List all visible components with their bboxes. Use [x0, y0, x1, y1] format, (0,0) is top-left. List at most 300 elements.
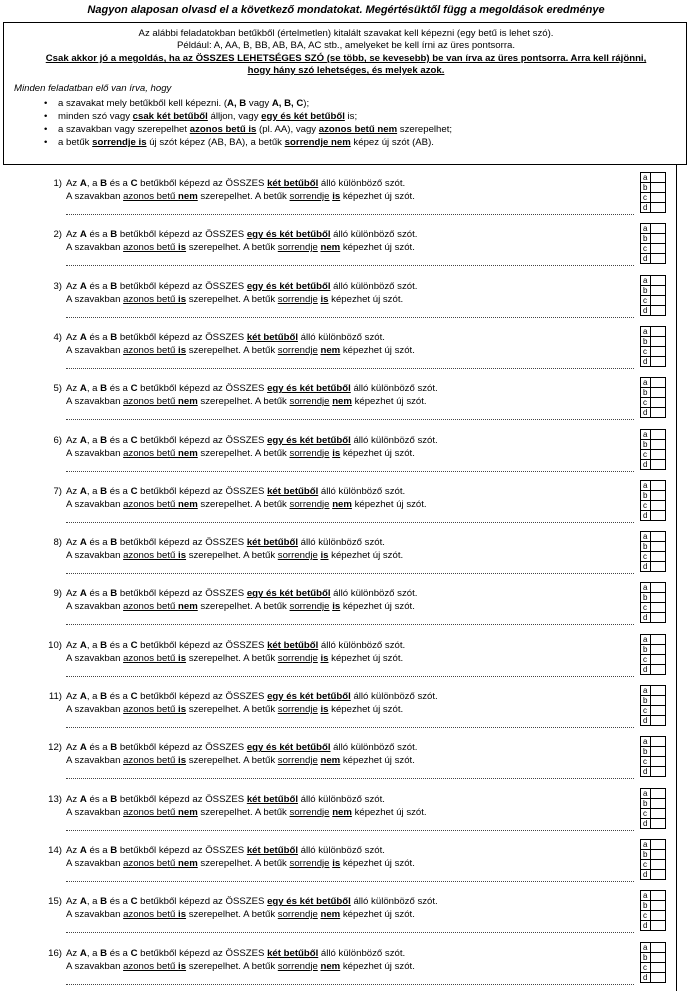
text-szerepelhet: szerepelhet. A betűk — [197, 396, 290, 408]
order-rule: sorrendje — [277, 550, 318, 562]
text-kepezhet: képezhet új szót. — [351, 396, 427, 408]
choice-cell[interactable]: d — [641, 767, 665, 777]
choice-cell[interactable]: b — [641, 799, 665, 809]
choice-cell[interactable]: a — [641, 276, 665, 286]
answer-dotted-line[interactable] — [66, 778, 634, 779]
text-es-a: és a — [107, 691, 131, 702]
text-kepezhet: képezhet új szót. — [340, 909, 415, 921]
letter-a: A — [79, 793, 87, 805]
text-allo: álló különböző szót. — [330, 229, 418, 241]
same-letter-flag: nem — [178, 191, 198, 202]
same-letter-flag: is — [178, 960, 187, 972]
word-length-rule: egy és két betűből — [246, 280, 331, 292]
choice-cell[interactable]: d — [641, 870, 665, 880]
same-letter-flag: is — [178, 242, 187, 254]
text-szavakban: A szavakban — [66, 498, 124, 510]
task-item — [0, 788, 692, 845]
choice-cell[interactable]: b — [641, 337, 665, 347]
answer-dotted-line[interactable] — [66, 214, 634, 215]
task-line-2 — [66, 448, 415, 460]
word-length-rule: két betűből — [246, 844, 298, 856]
letter-c: C — [130, 896, 138, 908]
answer-choice-grid — [640, 685, 666, 726]
choice-cell[interactable]: b — [641, 286, 665, 296]
choice-cell[interactable]: a — [641, 943, 665, 953]
text-szerepelhet: szerepelhet. A betűk — [186, 550, 278, 562]
text-comma-a: , a — [86, 639, 101, 651]
word-length-rule: két betűből — [267, 485, 319, 497]
choice-cell[interactable]: b — [641, 953, 665, 963]
text-betukbol: betűkből képezd az ÖSSZES — [137, 691, 268, 702]
text-kepezhet: képezhet új szót. — [351, 498, 427, 510]
answer-dotted-line[interactable] — [66, 419, 634, 420]
task-line-1 — [66, 332, 385, 344]
text-az: Az — [66, 588, 80, 600]
text-betukbol: betűkből képezd az ÖSSZES — [117, 331, 247, 343]
choice-cell[interactable]: b — [641, 747, 665, 757]
text-az: Az — [66, 485, 80, 497]
answer-choice-grid — [640, 634, 666, 675]
same-letter-rule: azonos betű — [123, 396, 179, 408]
answer-dotted-line[interactable] — [66, 471, 634, 472]
order-flag: nem — [332, 396, 352, 408]
text-szerepelhet: szerepelhet. A betűk — [186, 293, 278, 305]
choice-cell[interactable]: d — [641, 562, 665, 572]
word-length-rule: egy és két betűből — [267, 434, 351, 446]
text-kepezhet: képezhet új szót. — [328, 550, 404, 562]
letter-c: C — [130, 434, 138, 446]
answer-choice-grid — [640, 582, 666, 623]
text-comma-a: , a — [86, 691, 101, 702]
task-number: 14) — [48, 844, 62, 856]
letter-b: B — [100, 178, 108, 189]
text-az: Az — [66, 691, 80, 702]
order-rule: sorrendje — [289, 498, 330, 510]
text-allo: álló különböző szót. — [318, 639, 406, 651]
same-letter-flag: is — [178, 293, 187, 305]
text-es-a: és a — [107, 639, 131, 651]
choice-cell[interactable]: b — [641, 593, 665, 603]
choice-cell[interactable]: a — [641, 583, 665, 593]
task-item — [0, 275, 692, 332]
choice-cell[interactable]: b — [641, 850, 665, 860]
task-line-2 — [66, 755, 415, 767]
task-line-2 — [66, 807, 427, 819]
letter-c: C — [130, 178, 138, 189]
choice-cell[interactable]: a — [641, 224, 665, 234]
order-rule: sorrendje — [277, 704, 318, 715]
text-kepezhet: képezhet új szót. — [328, 293, 404, 305]
text-kepezhet: képezhet új szót. — [340, 242, 415, 254]
task-line-1 — [66, 896, 438, 908]
word-length-rule: egy és két betűből — [267, 691, 351, 702]
text-szavakban: A szavakban — [66, 909, 124, 921]
answer-dotted-line[interactable] — [66, 676, 634, 677]
word-length-rule: egy és két betűből — [267, 896, 351, 908]
choice-cell[interactable]: d — [641, 203, 665, 213]
choice-cell[interactable]: c — [641, 501, 665, 511]
task-number: 4) — [53, 331, 62, 343]
text-az: Az — [66, 793, 80, 805]
text-allo: álló különböző szót. — [350, 896, 438, 908]
letter-c: C — [130, 485, 138, 497]
task-line-2 — [66, 909, 415, 921]
letter-a: A — [79, 383, 87, 395]
letter-a: A — [79, 742, 87, 754]
choice-cell[interactable]: a — [641, 327, 665, 337]
text-es-a: és a — [86, 742, 111, 754]
order-rule: sorrendje — [289, 857, 330, 869]
choice-cell[interactable]: a — [641, 840, 665, 850]
task-line-2 — [66, 653, 403, 665]
same-letter-rule: azonos betű — [123, 755, 179, 767]
task-number: 7) — [53, 485, 62, 497]
task-number: 13) — [48, 793, 62, 805]
choice-cell[interactable]: c — [641, 860, 665, 870]
choice-cell[interactable]: d — [641, 357, 665, 367]
choice-cell[interactable]: c — [641, 244, 665, 254]
choice-cell[interactable]: d — [641, 306, 665, 316]
task-line-2 — [66, 242, 415, 254]
task-item — [0, 224, 692, 280]
text-es-a: és a — [86, 588, 111, 600]
text-betukbol: betűkből képezd az ÖSSZES — [117, 537, 247, 549]
choice-cell[interactable]: d — [641, 716, 665, 726]
word-length-rule: egy és két betűből — [246, 229, 331, 241]
choice-cell[interactable]: d — [641, 511, 665, 521]
text-allo: álló különböző szót. — [297, 844, 385, 856]
choice-cell[interactable]: c — [641, 347, 665, 357]
answer-choice-grid — [640, 839, 666, 880]
rule-item: • a szavakat mely betűkből kell képezni. (A, B vagy A, B, C); — [44, 97, 452, 110]
text-szerepelhet: szerepelhet. A betűk — [186, 960, 278, 972]
choice-cell[interactable]: c — [641, 809, 665, 819]
task-number: 8) — [53, 537, 62, 549]
task-item — [0, 634, 692, 691]
text-allo: álló különböző szót. — [350, 434, 438, 446]
answer-choice-grid — [640, 890, 666, 931]
letter-c: C — [130, 639, 138, 651]
text-es-a: és a — [86, 537, 111, 549]
same-letter-flag: is — [178, 550, 187, 562]
order-flag: is — [320, 550, 329, 562]
choice-cell[interactable]: b — [641, 183, 665, 193]
text-allo: álló különböző szót. — [330, 742, 418, 754]
answer-choice-grid — [640, 429, 666, 470]
text-betukbol: betűkből képezd az ÖSSZES — [137, 639, 268, 651]
choice-cell[interactable]: d — [641, 973, 665, 983]
task-line-1 — [66, 383, 438, 395]
order-flag: nem — [320, 242, 341, 254]
rules-note: Minden feladatban elő van írva, hogy — [14, 83, 172, 94]
text-szavakban: A szavakban — [66, 293, 124, 305]
word-length-rule: két betűből — [246, 793, 298, 805]
order-rule: sorrendje — [289, 447, 330, 459]
choice-cell[interactable]: d — [641, 460, 665, 470]
order-rule: sorrendje — [289, 396, 330, 408]
same-letter-rule: azonos betű — [123, 960, 179, 972]
text-az: Az — [66, 434, 80, 446]
order-rule: sorrendje — [277, 344, 318, 356]
same-letter-rule: azonos betű — [123, 652, 179, 664]
text-az: Az — [66, 947, 80, 959]
text-kepezhet: képezhet új szót. — [340, 755, 415, 767]
order-flag: nem — [332, 806, 352, 818]
task-line-2 — [66, 704, 403, 716]
choice-cell[interactable]: b — [641, 491, 665, 501]
text-kepezhet: képezhet új szót. — [328, 704, 404, 715]
answer-choice-grid — [640, 531, 666, 572]
choice-cell[interactable]: d — [641, 665, 665, 675]
task-item — [0, 480, 692, 537]
text-comma-a: , a — [86, 485, 101, 497]
task-line-1 — [66, 742, 417, 754]
task-item — [0, 686, 692, 742]
text-az: Az — [66, 639, 80, 651]
letter-b: B — [110, 793, 118, 805]
choice-cell[interactable]: b — [641, 440, 665, 450]
same-letter-rule: azonos betű — [123, 909, 179, 921]
letter-c: C — [130, 691, 138, 702]
task-number: 12) — [48, 742, 62, 754]
text-szavakban: A szavakban — [66, 550, 124, 562]
choice-cell[interactable]: a — [641, 635, 665, 645]
text-comma-a: , a — [86, 947, 101, 959]
text-szavakban: A szavakban — [66, 652, 124, 664]
choice-cell[interactable]: c — [641, 450, 665, 460]
text-betukbol: betűkből képezd az ÖSSZES — [137, 485, 268, 497]
text-az: Az — [66, 896, 80, 908]
word-length-rule: két betűből — [267, 639, 319, 651]
order-flag: nem — [332, 498, 352, 510]
text-betukbol: betűkből képezd az ÖSSZES — [137, 383, 268, 395]
text-szavakban: A szavakban — [66, 960, 124, 972]
same-letter-flag: is — [178, 704, 187, 715]
order-rule: sorrendje — [277, 293, 318, 305]
same-letter-rule: azonos betű — [123, 447, 179, 459]
text-az: Az — [66, 280, 80, 292]
text-es-a: és a — [107, 434, 131, 446]
letter-b: B — [110, 229, 118, 241]
choice-cell[interactable]: b — [641, 388, 665, 398]
text-es-a: és a — [107, 947, 131, 959]
letter-b: B — [100, 485, 108, 497]
choice-cell[interactable]: c — [641, 398, 665, 408]
choice-cell[interactable]: d — [641, 613, 665, 623]
text-allo: álló különböző szót. — [297, 793, 385, 805]
same-letter-flag: nem — [178, 601, 198, 613]
answer-choice-grid — [640, 788, 666, 829]
order-rule: sorrendje — [277, 652, 318, 664]
same-letter-flag: nem — [178, 857, 198, 869]
letter-b: B — [100, 896, 108, 908]
choice-cell[interactable]: b — [641, 901, 665, 911]
task-line-2 — [66, 961, 415, 973]
task-item — [0, 583, 692, 639]
warning-line-1: Csak akkor jó a megoldás, ha az ÖSSZES LEHETSÉGES SZÓ (se több, se kevesebb) be van írva az üres pontsorra. Arra kell rájönni, — [45, 53, 647, 64]
choice-cell[interactable]: a — [641, 430, 665, 440]
same-letter-rule: azonos betű — [123, 498, 179, 510]
task-line-1 — [66, 281, 417, 293]
task-line-1 — [66, 640, 405, 652]
word-length-rule: egy és két betűből — [267, 383, 351, 395]
choice-cell[interactable]: a — [641, 686, 665, 696]
choice-cell[interactable]: b — [641, 542, 665, 552]
answer-choice-grid — [640, 942, 666, 983]
choice-cell[interactable]: d — [641, 921, 665, 931]
letter-c: C — [130, 947, 138, 959]
same-letter-flag: nem — [178, 396, 198, 408]
letter-a: A — [79, 229, 87, 241]
text-betukbol: betűkből képezd az ÖSSZES — [117, 844, 247, 856]
word-length-rule: egy és két betűből — [246, 742, 331, 754]
text-kepezhet: képezhet új szót. — [340, 191, 415, 202]
choice-cell[interactable]: c — [641, 963, 665, 973]
letter-b: B — [110, 537, 118, 549]
text-betukbol: betűkből képezd az ÖSSZES — [137, 178, 268, 189]
text-kepezhet: képezhet új szót. — [351, 806, 427, 818]
text-szavakban: A szavakban — [66, 704, 124, 715]
text-allo: álló különböző szót. — [330, 280, 418, 292]
choice-cell[interactable]: b — [641, 696, 665, 706]
choice-cell[interactable]: a — [641, 891, 665, 901]
choice-cell[interactable]: d — [641, 819, 665, 829]
text-szerepelhet: szerepelhet. A betűk — [186, 909, 278, 921]
text-es-a: és a — [86, 229, 111, 241]
same-letter-flag: is — [178, 909, 187, 921]
order-flag: nem — [320, 909, 341, 921]
text-es-a: és a — [86, 331, 111, 343]
order-flag: is — [332, 447, 341, 459]
text-allo: álló különböző szót. — [350, 691, 438, 702]
text-szavakban: A szavakban — [66, 344, 124, 356]
choice-cell[interactable]: a — [641, 532, 665, 542]
choice-cell[interactable]: c — [641, 296, 665, 306]
text-az: Az — [66, 537, 80, 549]
text-betukbol: betűkből képezd az ÖSSZES — [137, 434, 268, 446]
task-line-1 — [66, 537, 385, 549]
text-az: Az — [66, 331, 80, 343]
same-letter-rule: azonos betű — [123, 806, 179, 818]
letter-b: B — [100, 383, 108, 395]
same-letter-flag: nem — [178, 806, 198, 818]
choice-cell[interactable]: a — [641, 481, 665, 491]
choice-cell[interactable]: c — [641, 757, 665, 767]
same-letter-flag: is — [178, 344, 187, 356]
text-es-a: és a — [86, 844, 111, 856]
task-item — [0, 429, 692, 486]
task-line-2 — [66, 294, 403, 306]
choice-cell[interactable]: a — [641, 173, 665, 183]
word-length-rule: két betűből — [246, 331, 298, 343]
text-szerepelhet: szerepelhet. A betűk — [186, 755, 278, 767]
task-item — [0, 737, 692, 793]
order-rule: sorrendje — [277, 755, 318, 767]
text-szavakban: A szavakban — [66, 396, 124, 408]
letter-a: A — [79, 331, 87, 343]
order-flag: is — [332, 601, 341, 613]
choice-cell[interactable]: b — [641, 234, 665, 244]
task-item — [0, 891, 692, 947]
text-betukbol: betűkből képezd az ÖSSZES — [137, 896, 268, 908]
text-es-a: és a — [107, 383, 131, 395]
letter-a: A — [79, 896, 87, 908]
choice-cell[interactable]: a — [641, 789, 665, 799]
letter-b: B — [110, 331, 118, 343]
choice-cell[interactable]: a — [641, 378, 665, 388]
text-es-a: és a — [107, 896, 131, 908]
answer-dotted-line[interactable] — [66, 984, 634, 985]
text-betukbol: betűkből képezd az ÖSSZES — [117, 793, 247, 805]
text-es-a: és a — [107, 485, 131, 497]
letter-a: A — [79, 691, 87, 702]
choice-cell[interactable]: b — [641, 645, 665, 655]
order-flag: nem — [320, 960, 341, 972]
text-kepezhet: képezhet új szót. — [340, 601, 415, 613]
answer-dotted-line[interactable] — [66, 265, 634, 266]
choice-cell[interactable]: c — [641, 655, 665, 665]
answer-dotted-line[interactable] — [66, 522, 634, 523]
order-flag: is — [320, 652, 329, 664]
text-szavakban: A szavakban — [66, 447, 124, 459]
choice-cell[interactable]: d — [641, 254, 665, 264]
task-line-1 — [66, 691, 438, 703]
intro-line-2: Például: A, AA, B, BB, AB, BA, AC stb., amelyeket be kell írni az üres pontsorra. — [176, 40, 516, 51]
answer-dotted-line[interactable] — [66, 932, 634, 933]
choice-cell[interactable]: d — [641, 408, 665, 418]
text-az: Az — [66, 383, 80, 395]
choice-cell[interactable]: a — [641, 737, 665, 747]
answer-dotted-line[interactable] — [66, 881, 634, 882]
answer-dotted-line[interactable] — [66, 368, 634, 369]
letter-a: A — [79, 178, 87, 189]
answer-dotted-line[interactable] — [66, 624, 634, 625]
answer-dotted-line[interactable] — [66, 830, 634, 831]
text-szerepelhet: szerepelhet. A betűk — [197, 857, 290, 869]
answer-dotted-line[interactable] — [66, 727, 634, 728]
same-letter-flag: nem — [178, 447, 198, 459]
answer-dotted-line[interactable] — [66, 317, 634, 318]
order-flag: nem — [320, 755, 341, 767]
task-line-2 — [66, 191, 415, 203]
letter-b: B — [110, 844, 118, 856]
same-letter-flag: is — [178, 652, 187, 664]
answer-choice-grid — [640, 326, 666, 367]
warning-line-2: hogy hány szó lehetséges, és melyek azok. — [247, 65, 445, 76]
choice-cell[interactable]: c — [641, 193, 665, 203]
order-rule: sorrendje — [277, 242, 318, 254]
same-letter-rule: azonos betű — [123, 242, 179, 254]
order-rule: sorrendje — [277, 909, 318, 921]
choice-cell[interactable]: c — [641, 552, 665, 562]
order-flag: nem — [320, 344, 341, 356]
task-line-1 — [66, 486, 405, 498]
letter-b: B — [100, 947, 108, 959]
text-szavakban: A szavakban — [66, 191, 124, 202]
choice-cell[interactable]: c — [641, 603, 665, 613]
choice-cell[interactable]: c — [641, 911, 665, 921]
text-szavakban: A szavakban — [66, 806, 124, 818]
rule-item: • a szavakban vagy szerepelhet azonos betű is (pl. AA), vagy azonos betű nem szerepelhet; — [44, 123, 452, 136]
answer-dotted-line[interactable] — [66, 573, 634, 574]
rule-item: • a betűk sorrendje is új szót képez (AB, BA), a betűk sorrendje nem képez új szót (AB). — [44, 136, 452, 149]
instructions-box — [3, 22, 687, 165]
choice-cell[interactable]: c — [641, 706, 665, 716]
text-es-a: és a — [107, 178, 131, 189]
text-betukbol: betűkből képezd az ÖSSZES — [117, 588, 247, 600]
letter-a: A — [79, 588, 87, 600]
text-kepezhet: képezhet új szót. — [340, 344, 415, 356]
